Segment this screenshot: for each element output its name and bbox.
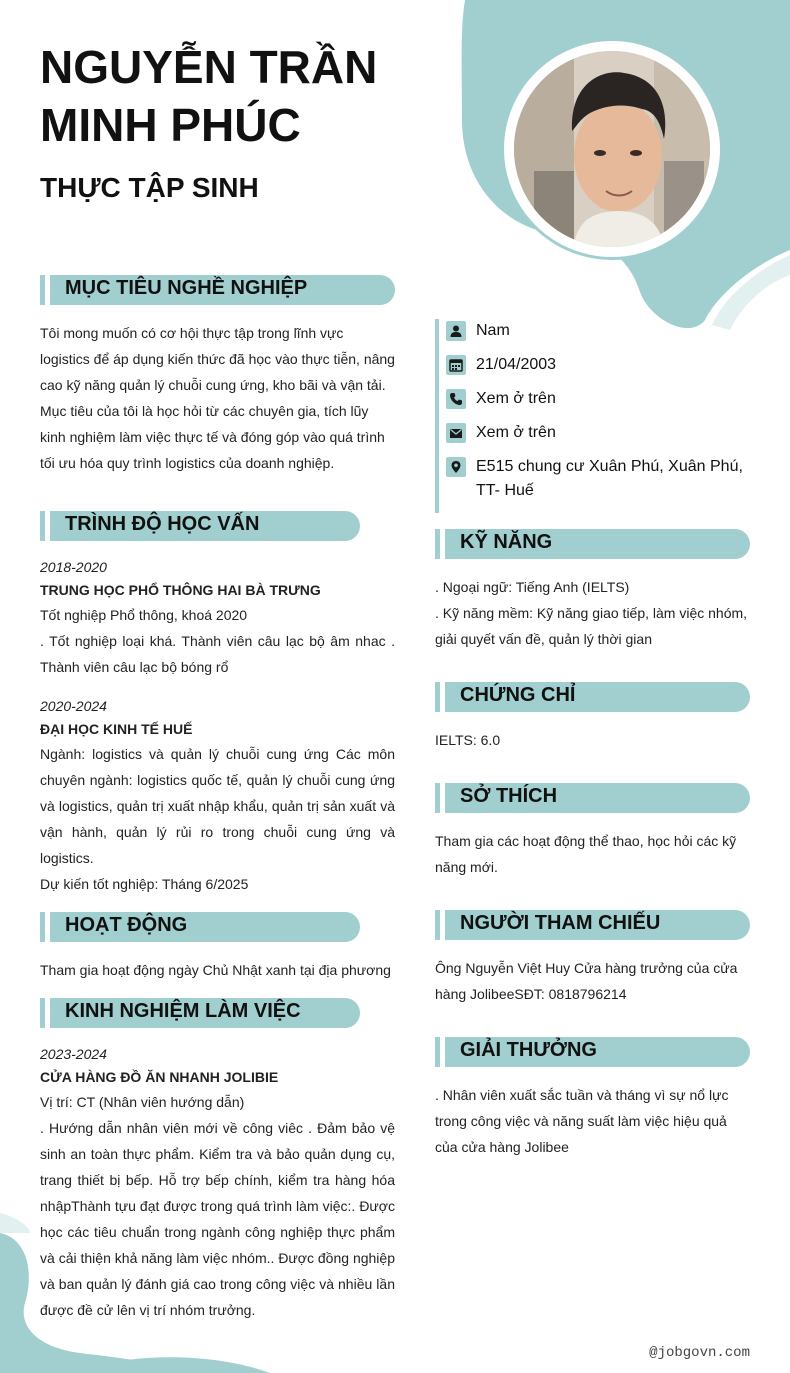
education-detail-2: Ngành: logistics và quản lý chuỗi cung ứng Các môn chuyên ngành: logistics quốc tế, quản lý chuỗi cung ứng và logistics, quản trị xuất nhập khẩu, quản trị sản xuất và vận hành, quản lý rủi ro trong chuỗi cung ứng và logistics. (40, 746, 395, 866)
contact-list (435, 319, 755, 513)
education-detail-1: Tốt nghiệp Phổ thông, khoá 2020 (40, 607, 248, 623)
experience-period: 2023-2024 (40, 1046, 107, 1062)
activities-heading: HOẠT ĐỘNG (50, 912, 360, 942)
avatar-frame (501, 38, 723, 260)
email-icon (446, 423, 466, 443)
location-icon (446, 457, 466, 477)
contact-birthday: 21/04/2003 (439, 353, 755, 377)
footer-watermark: @jobgovn.com (649, 1345, 750, 1361)
education-school-1: TRUNG HỌC PHỔ THÔNG HAI BÀ TRƯNG (40, 582, 321, 598)
candidate-name-line1: NGUYỄN TRẦN (40, 41, 378, 93)
references-text: Ông Nguyễn Việt Huy Cửa hàng trưởng của cửa hàng JolibeeSĐT: 0818796214 (435, 960, 738, 1002)
experience-company: CỬA HÀNG ĐỒ ĂN NHANH JOLIBIE (40, 1069, 279, 1085)
objective-text: Tôi mong muốn có cơ hội thực tập trong lĩnh vực logistics để áp dụng kiến thức đã học vào thực tiễn, nâng cao kỹ năng quản lý chuỗi cung ứng, kho bãi và vận tải. Mục tiêu của tôi là học hỏi từ các chuyên gia, tích lũy kinh nghiệm làm việc thực tế và đóng góp vào quá trình tối ưu hóa quy trình logistics của doanh nghiệp. (40, 325, 395, 471)
person-icon (446, 321, 466, 341)
contact-address: E515 chung cư Xuân Phú, Xuân Phú, TT- Huế (439, 455, 755, 503)
education-note-1: . Tốt nghiệp loại khá. Thành viên câu lạc bộ âm nhac . Thành viên câu lạc bộ bóng rổ (40, 633, 395, 675)
hobbies-heading: SỞ THÍCH (445, 783, 750, 813)
skills-line-1: . Ngoại ngữ: Tiếng Anh (IELTS) (435, 579, 630, 595)
skills-text (435, 574, 750, 652)
job-title: THỰC TẬP SINH (40, 172, 259, 203)
candidate-name (40, 38, 460, 154)
certificates-heading: CHỨNG CHỈ (445, 682, 750, 712)
certificates-text: IELTS: 6.0 (435, 732, 501, 748)
avatar (514, 51, 710, 247)
education-note-2: Dự kiến tốt nghiệp: Tháng 6/2025 (40, 876, 249, 892)
awards-heading: GIẢI THƯỞNG (445, 1037, 750, 1067)
contact-email: Xem ở trên (439, 421, 755, 445)
activities-text: Tham gia hoạt động ngày Chủ Nhật xanh tại địa phương (40, 962, 391, 978)
candidate-name-line2: MINH PHÚC (40, 99, 301, 151)
experience-text: . Hướng dẫn nhân viên mới về công viêc . Đảm bảo vệ sinh an toàn thực phẩm. Kiểm tra và bảo quản dụng cụ, trang thiết bị bếp. Hỗ trợ bếp chính, kiểm tra hàng hóa nhậpThành tựu đạt được trong quá trình làm việc:. Được học các tiêu chuẩn trong ngành công nghiệp thực phẩm và cải thiện khả năng làm việc nhóm.. Được đồng nghiệp và ban quản lý đánh giá cao trong công việc và nhiều lần được đề cử lên vị trí nhóm trưởng. (40, 1120, 395, 1318)
skills-line-2: . Kỹ năng mềm: Kỹ năng giao tiếp, làm việc nhóm, giải quyết vấn đề, quản lý thời gian (435, 605, 748, 647)
education-school-2: ĐẠI HỌC KINH TẾ HUẾ (40, 721, 193, 737)
objective-heading: MỤC TIÊU NGHỀ NGHIỆP (50, 275, 395, 305)
references-heading: NGƯỜI THAM CHIẾU (445, 910, 750, 940)
calendar-icon (446, 355, 466, 375)
experience-heading: KINH NGHIỆM LÀM VIỆC (50, 998, 360, 1028)
contact-phone: Xem ở trên (439, 387, 755, 411)
contact-gender: Nam (439, 319, 755, 343)
experience-position: Vị trí: CT (Nhân viên hướng dẫn) (40, 1094, 245, 1110)
education-period-2: 2020-2024 (40, 698, 107, 714)
phone-icon (446, 389, 466, 409)
skills-heading: KỸ NĂNG (445, 529, 750, 559)
awards-text: . Nhân viên xuất sắc tuần và tháng vì sự nổ lực trong công việc và năng suất làm việc hiệu quả của cửa hàng Jolibee (435, 1087, 729, 1155)
hobbies-text: Tham gia các hoạt động thể thao, học hỏi các kỹ năng mới. (435, 833, 737, 875)
education-period-1: 2018-2020 (40, 559, 107, 575)
education-heading: TRÌNH ĐỘ HỌC VẤN (50, 511, 360, 541)
